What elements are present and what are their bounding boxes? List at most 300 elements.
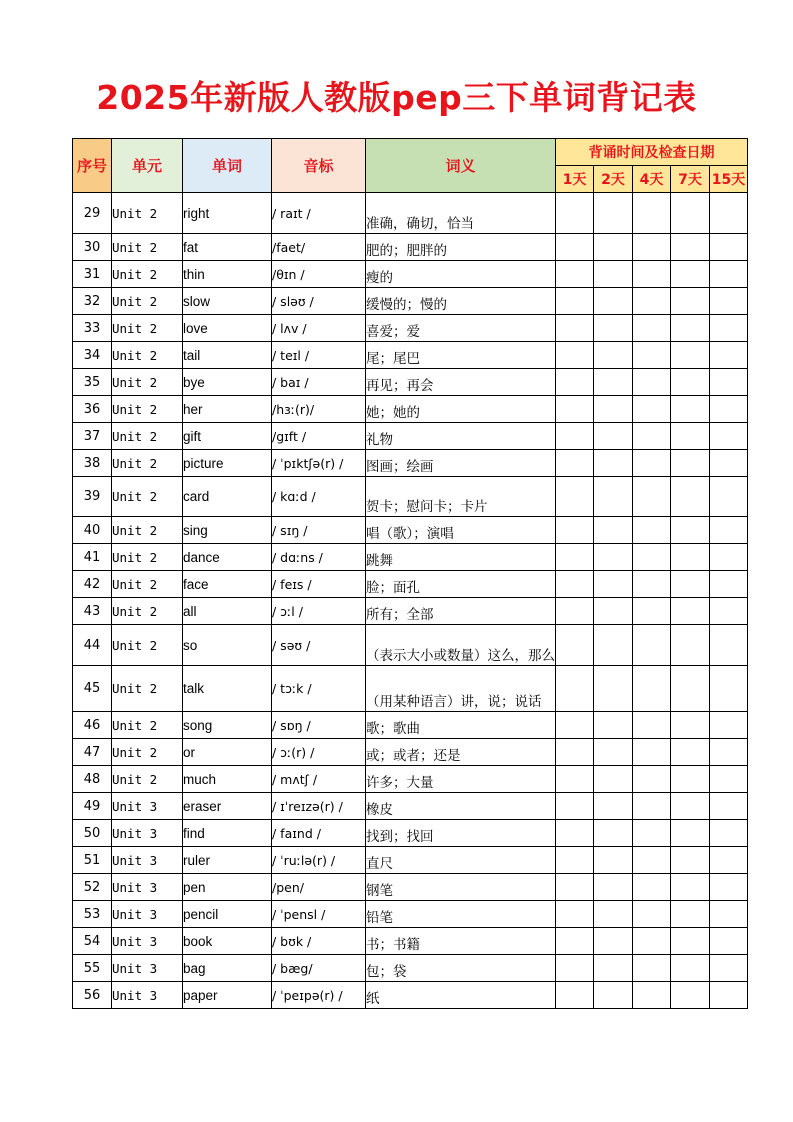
- check-cell[interactable]: [633, 342, 671, 369]
- check-cell[interactable]: [633, 712, 671, 739]
- row-ipa: / sləʊ /: [272, 288, 366, 315]
- row-meaning: 脸；面孔: [366, 571, 556, 598]
- header-seq: 序号: [73, 139, 112, 193]
- check-cell[interactable]: [594, 369, 633, 396]
- row-ipa: / raɪt /: [272, 193, 366, 234]
- row-word: eraser: [183, 793, 272, 820]
- row-number: 41: [73, 544, 112, 571]
- row-word: dance: [183, 544, 272, 571]
- check-cell[interactable]: [710, 955, 748, 982]
- check-cell[interactable]: [594, 423, 633, 450]
- row-meaning: （表示大小或数量）这么，那么: [366, 625, 556, 666]
- check-cell[interactable]: [594, 396, 633, 423]
- row-meaning: 唱（歌）；演唱: [366, 517, 556, 544]
- check-cell[interactable]: [633, 315, 671, 342]
- table-row: [73, 450, 748, 477]
- check-cell[interactable]: [633, 982, 671, 1009]
- check-cell[interactable]: [556, 477, 594, 517]
- row-unit: Unit 2: [112, 625, 183, 666]
- check-cell[interactable]: [671, 955, 710, 982]
- check-cell[interactable]: [633, 571, 671, 598]
- row-word: bye: [183, 369, 272, 396]
- row-ipa: / baɪ /: [272, 369, 366, 396]
- row-ipa: / ɪˈreɪzə(r) /: [272, 793, 366, 820]
- check-cell[interactable]: [671, 982, 710, 1009]
- row-unit: Unit 3: [112, 820, 183, 847]
- row-word: gift: [183, 423, 272, 450]
- check-cell[interactable]: [671, 928, 710, 955]
- row-word: pen: [183, 874, 272, 901]
- check-cell[interactable]: [556, 423, 594, 450]
- check-cell[interactable]: [710, 517, 748, 544]
- header-check-dates: 背诵时间及检查日期: [556, 139, 748, 166]
- row-unit: Unit 2: [112, 234, 183, 261]
- row-unit: Unit 2: [112, 450, 183, 477]
- row-ipa: / səʊ /: [272, 625, 366, 666]
- row-ipa: / teɪl /: [272, 342, 366, 369]
- row-meaning: 钢笔: [366, 874, 556, 901]
- row-meaning: 纸: [366, 982, 556, 1009]
- check-cell[interactable]: [633, 517, 671, 544]
- table-row: [73, 739, 748, 766]
- row-word: face: [183, 571, 272, 598]
- row-number: 32: [73, 288, 112, 315]
- row-number: 49: [73, 793, 112, 820]
- row-number: 52: [73, 874, 112, 901]
- check-cell[interactable]: [710, 288, 748, 315]
- row-number: 34: [73, 342, 112, 369]
- check-cell[interactable]: [710, 666, 748, 712]
- check-cell[interactable]: [594, 598, 633, 625]
- row-meaning: 尾；尾巴: [366, 342, 556, 369]
- check-cell[interactable]: [556, 571, 594, 598]
- row-word: talk: [183, 666, 272, 712]
- check-cell[interactable]: [633, 820, 671, 847]
- check-cell[interactable]: [710, 369, 748, 396]
- row-number: 54: [73, 928, 112, 955]
- check-cell[interactable]: [710, 847, 748, 874]
- row-ipa: / feɪs /: [272, 571, 366, 598]
- check-cell[interactable]: [671, 666, 710, 712]
- check-cell[interactable]: [594, 901, 633, 928]
- row-meaning: 她；她的: [366, 396, 556, 423]
- check-cell[interactable]: [710, 901, 748, 928]
- check-cell[interactable]: [633, 193, 671, 234]
- row-word: much: [183, 766, 272, 793]
- row-number: 50: [73, 820, 112, 847]
- check-cell[interactable]: [710, 342, 748, 369]
- check-cell[interactable]: [556, 544, 594, 571]
- check-cell[interactable]: [594, 874, 633, 901]
- row-number: 44: [73, 625, 112, 666]
- row-ipa: /hɜː(r)/: [272, 396, 366, 423]
- check-cell[interactable]: [710, 739, 748, 766]
- header-day-1: 1天: [556, 166, 594, 193]
- check-cell[interactable]: [710, 423, 748, 450]
- check-cell[interactable]: [594, 712, 633, 739]
- row-ipa: / lʌv /: [272, 315, 366, 342]
- row-unit: Unit 2: [112, 369, 183, 396]
- check-cell[interactable]: [710, 598, 748, 625]
- check-cell[interactable]: [556, 874, 594, 901]
- row-unit: Unit 2: [112, 423, 183, 450]
- check-cell[interactable]: [710, 544, 748, 571]
- check-cell[interactable]: [671, 712, 710, 739]
- row-word: her: [183, 396, 272, 423]
- check-cell[interactable]: [710, 928, 748, 955]
- check-cell[interactable]: [594, 477, 633, 517]
- check-cell[interactable]: [671, 598, 710, 625]
- row-meaning: 铅笔: [366, 901, 556, 928]
- check-cell[interactable]: [594, 847, 633, 874]
- check-cell[interactable]: [710, 766, 748, 793]
- table-row: [73, 874, 748, 901]
- check-cell[interactable]: [710, 477, 748, 517]
- check-cell[interactable]: [710, 874, 748, 901]
- check-cell[interactable]: [594, 625, 633, 666]
- row-unit: Unit 2: [112, 739, 183, 766]
- header-unit: 单元: [112, 139, 183, 193]
- table-row: [73, 598, 748, 625]
- check-cell[interactable]: [710, 571, 748, 598]
- row-unit: Unit 3: [112, 901, 183, 928]
- row-meaning: 跳舞: [366, 544, 556, 571]
- check-cell[interactable]: [710, 712, 748, 739]
- row-number: 48: [73, 766, 112, 793]
- check-cell[interactable]: [633, 369, 671, 396]
- table-row: [73, 571, 748, 598]
- row-ipa: /θɪn /: [272, 261, 366, 288]
- page-title: 2025年新版人教版pep三下单词背记表: [96, 78, 697, 117]
- check-cell[interactable]: [556, 625, 594, 666]
- row-number: 53: [73, 901, 112, 928]
- check-cell[interactable]: [633, 928, 671, 955]
- row-unit: Unit 2: [112, 712, 183, 739]
- row-ipa: / faɪnd /: [272, 820, 366, 847]
- row-meaning: 喜爱；爱: [366, 315, 556, 342]
- check-cell[interactable]: [633, 396, 671, 423]
- table-row: [73, 369, 748, 396]
- check-cell[interactable]: [556, 517, 594, 544]
- check-cell[interactable]: [556, 450, 594, 477]
- check-cell[interactable]: [633, 450, 671, 477]
- check-cell[interactable]: [671, 793, 710, 820]
- check-cell[interactable]: [671, 517, 710, 544]
- check-cell[interactable]: [556, 766, 594, 793]
- row-word: bag: [183, 955, 272, 982]
- row-number: 38: [73, 450, 112, 477]
- row-number: 51: [73, 847, 112, 874]
- check-cell[interactable]: [671, 847, 710, 874]
- check-cell[interactable]: [710, 261, 748, 288]
- row-meaning: 书；书籍: [366, 928, 556, 955]
- row-number: 56: [73, 982, 112, 1009]
- check-cell[interactable]: [556, 288, 594, 315]
- table-row: [73, 193, 748, 234]
- row-word: right: [183, 193, 272, 234]
- check-cell[interactable]: [594, 234, 633, 261]
- header-day-7: 7天: [671, 166, 710, 193]
- check-cell[interactable]: [556, 793, 594, 820]
- row-ipa: / ˈpeɪpə(r) /: [272, 982, 366, 1009]
- row-meaning: 所有；全部: [366, 598, 556, 625]
- check-cell[interactable]: [671, 261, 710, 288]
- check-cell[interactable]: [633, 234, 671, 261]
- row-word: song: [183, 712, 272, 739]
- row-word: book: [183, 928, 272, 955]
- row-meaning: 橡皮: [366, 793, 556, 820]
- row-unit: Unit 3: [112, 982, 183, 1009]
- check-cell[interactable]: [556, 982, 594, 1009]
- row-meaning: 礼物: [366, 423, 556, 450]
- check-cell[interactable]: [594, 261, 633, 288]
- check-cell[interactable]: [633, 288, 671, 315]
- check-cell[interactable]: [710, 396, 748, 423]
- check-cell[interactable]: [671, 288, 710, 315]
- check-cell[interactable]: [710, 234, 748, 261]
- check-cell[interactable]: [671, 423, 710, 450]
- check-cell[interactable]: [594, 193, 633, 234]
- row-unit: Unit 3: [112, 847, 183, 874]
- row-number: 36: [73, 396, 112, 423]
- check-cell[interactable]: [671, 234, 710, 261]
- check-cell[interactable]: [671, 739, 710, 766]
- check-cell[interactable]: [710, 315, 748, 342]
- check-cell[interactable]: [671, 193, 710, 234]
- check-cell[interactable]: [633, 874, 671, 901]
- row-word: sing: [183, 517, 272, 544]
- row-word: pencil: [183, 901, 272, 928]
- check-cell[interactable]: [556, 955, 594, 982]
- check-cell[interactable]: [671, 625, 710, 666]
- row-number: 39: [73, 477, 112, 517]
- row-meaning: （用某种语言）讲，说；说话: [366, 666, 556, 712]
- row-ipa: / bæg/: [272, 955, 366, 982]
- row-number: 30: [73, 234, 112, 261]
- row-meaning: 缓慢的；慢的: [366, 288, 556, 315]
- check-cell[interactable]: [710, 793, 748, 820]
- row-word: fat: [183, 234, 272, 261]
- check-cell[interactable]: [633, 544, 671, 571]
- row-word: card: [183, 477, 272, 517]
- check-cell[interactable]: [633, 739, 671, 766]
- row-meaning: 包；袋: [366, 955, 556, 982]
- table-row: [73, 544, 748, 571]
- row-unit: Unit 2: [112, 193, 183, 234]
- row-number: 29: [73, 193, 112, 234]
- row-meaning: 瘦的: [366, 261, 556, 288]
- check-cell[interactable]: [710, 820, 748, 847]
- row-ipa: / tɔːk /: [272, 666, 366, 712]
- check-cell[interactable]: [556, 928, 594, 955]
- check-cell[interactable]: [633, 666, 671, 712]
- check-cell[interactable]: [556, 598, 594, 625]
- check-cell[interactable]: [633, 477, 671, 517]
- row-meaning: 歌；歌曲: [366, 712, 556, 739]
- row-unit: Unit 2: [112, 477, 183, 517]
- row-ipa: / ɔːl /: [272, 598, 366, 625]
- check-cell[interactable]: [671, 571, 710, 598]
- table-row: [73, 793, 748, 820]
- row-meaning: 直尺: [366, 847, 556, 874]
- check-cell[interactable]: [556, 234, 594, 261]
- row-ipa: / mʌtʃ /: [272, 766, 366, 793]
- row-meaning: 找到；找回: [366, 820, 556, 847]
- check-cell[interactable]: [633, 598, 671, 625]
- check-cell[interactable]: [594, 517, 633, 544]
- row-word: find: [183, 820, 272, 847]
- check-cell[interactable]: [671, 315, 710, 342]
- vocab-table: [72, 138, 748, 1009]
- table-row: [73, 342, 748, 369]
- table-row: [73, 820, 748, 847]
- check-cell[interactable]: [633, 901, 671, 928]
- row-meaning: 图画；绘画: [366, 450, 556, 477]
- row-word: ruler: [183, 847, 272, 874]
- check-cell[interactable]: [594, 820, 633, 847]
- row-unit: Unit 3: [112, 874, 183, 901]
- row-unit: Unit 2: [112, 261, 183, 288]
- row-number: 40: [73, 517, 112, 544]
- check-cell[interactable]: [594, 766, 633, 793]
- row-unit: Unit 2: [112, 396, 183, 423]
- table-row: [73, 315, 748, 342]
- row-word: thin: [183, 261, 272, 288]
- row-unit: Unit 2: [112, 598, 183, 625]
- check-cell[interactable]: [671, 450, 710, 477]
- check-cell[interactable]: [594, 342, 633, 369]
- row-meaning: 或；或者；还是: [366, 739, 556, 766]
- check-cell[interactable]: [594, 315, 633, 342]
- check-cell[interactable]: [594, 571, 633, 598]
- row-number: 47: [73, 739, 112, 766]
- row-number: 46: [73, 712, 112, 739]
- check-cell[interactable]: [671, 477, 710, 517]
- table-row: [73, 847, 748, 874]
- table-row: [73, 234, 748, 261]
- header-word: 单词: [183, 139, 272, 193]
- check-cell[interactable]: [556, 342, 594, 369]
- row-number: 31: [73, 261, 112, 288]
- check-cell[interactable]: [556, 666, 594, 712]
- check-cell[interactable]: [633, 625, 671, 666]
- check-cell[interactable]: [671, 396, 710, 423]
- row-unit: Unit 3: [112, 955, 183, 982]
- check-cell[interactable]: [556, 712, 594, 739]
- row-ipa: /pen/: [272, 874, 366, 901]
- row-ipa: / sɒŋ /: [272, 712, 366, 739]
- check-cell[interactable]: [671, 820, 710, 847]
- header-day-2: 2天: [594, 166, 633, 193]
- check-cell[interactable]: [710, 625, 748, 666]
- row-number: 55: [73, 955, 112, 982]
- table-row: [73, 666, 748, 712]
- row-word: picture: [183, 450, 272, 477]
- table-row: [73, 423, 748, 450]
- table-row: [73, 712, 748, 739]
- row-word: so: [183, 625, 272, 666]
- check-cell[interactable]: [556, 739, 594, 766]
- table-row: [73, 396, 748, 423]
- check-cell[interactable]: [556, 369, 594, 396]
- check-cell[interactable]: [710, 982, 748, 1009]
- row-ipa: / bʊk /: [272, 928, 366, 955]
- row-word: all: [183, 598, 272, 625]
- row-meaning: 许多；大量: [366, 766, 556, 793]
- row-ipa: / kɑːd /: [272, 477, 366, 517]
- table-row: [73, 928, 748, 955]
- check-cell[interactable]: [594, 739, 633, 766]
- check-cell[interactable]: [671, 766, 710, 793]
- check-cell[interactable]: [671, 369, 710, 396]
- check-cell[interactable]: [556, 847, 594, 874]
- row-unit: Unit 3: [112, 793, 183, 820]
- check-cell[interactable]: [594, 666, 633, 712]
- check-cell[interactable]: [556, 901, 594, 928]
- table-row: [73, 261, 748, 288]
- check-cell[interactable]: [633, 793, 671, 820]
- row-meaning: 肥的；肥胖的: [366, 234, 556, 261]
- check-cell[interactable]: [556, 396, 594, 423]
- check-cell[interactable]: [633, 766, 671, 793]
- check-cell[interactable]: [556, 820, 594, 847]
- row-unit: Unit 3: [112, 928, 183, 955]
- check-cell[interactable]: [556, 261, 594, 288]
- header-day-15: 15天: [710, 166, 748, 193]
- check-cell[interactable]: [594, 955, 633, 982]
- row-ipa: / ˈpɪktʃə(r) /: [272, 450, 366, 477]
- row-word: slow: [183, 288, 272, 315]
- table-row: [73, 288, 748, 315]
- check-cell[interactable]: [633, 423, 671, 450]
- row-ipa: / sɪŋ /: [272, 517, 366, 544]
- check-cell[interactable]: [633, 261, 671, 288]
- row-number: 35: [73, 369, 112, 396]
- table-row: [73, 517, 748, 544]
- check-cell[interactable]: [594, 450, 633, 477]
- check-cell[interactable]: [556, 315, 594, 342]
- row-unit: Unit 2: [112, 666, 183, 712]
- check-cell[interactable]: [594, 288, 633, 315]
- row-unit: Unit 2: [112, 315, 183, 342]
- row-number: 42: [73, 571, 112, 598]
- check-cell[interactable]: [594, 982, 633, 1009]
- check-cell[interactable]: [671, 342, 710, 369]
- header-meaning: 词义: [366, 139, 556, 193]
- check-cell[interactable]: [671, 874, 710, 901]
- check-cell[interactable]: [556, 193, 594, 234]
- check-cell[interactable]: [710, 450, 748, 477]
- check-cell[interactable]: [633, 955, 671, 982]
- row-unit: Unit 2: [112, 766, 183, 793]
- row-number: 37: [73, 423, 112, 450]
- check-cell[interactable]: [594, 928, 633, 955]
- row-meaning: 准确，确切，恰当: [366, 193, 556, 234]
- check-cell[interactable]: [671, 544, 710, 571]
- row-number: 33: [73, 315, 112, 342]
- table-row: [73, 477, 748, 517]
- check-cell[interactable]: [671, 901, 710, 928]
- check-cell[interactable]: [594, 544, 633, 571]
- check-cell[interactable]: [594, 793, 633, 820]
- row-word: or: [183, 739, 272, 766]
- check-cell[interactable]: [710, 193, 748, 234]
- row-word: paper: [183, 982, 272, 1009]
- row-meaning: 再见；再会: [366, 369, 556, 396]
- row-number: 43: [73, 598, 112, 625]
- check-cell[interactable]: [633, 847, 671, 874]
- row-ipa: /gɪft /: [272, 423, 366, 450]
